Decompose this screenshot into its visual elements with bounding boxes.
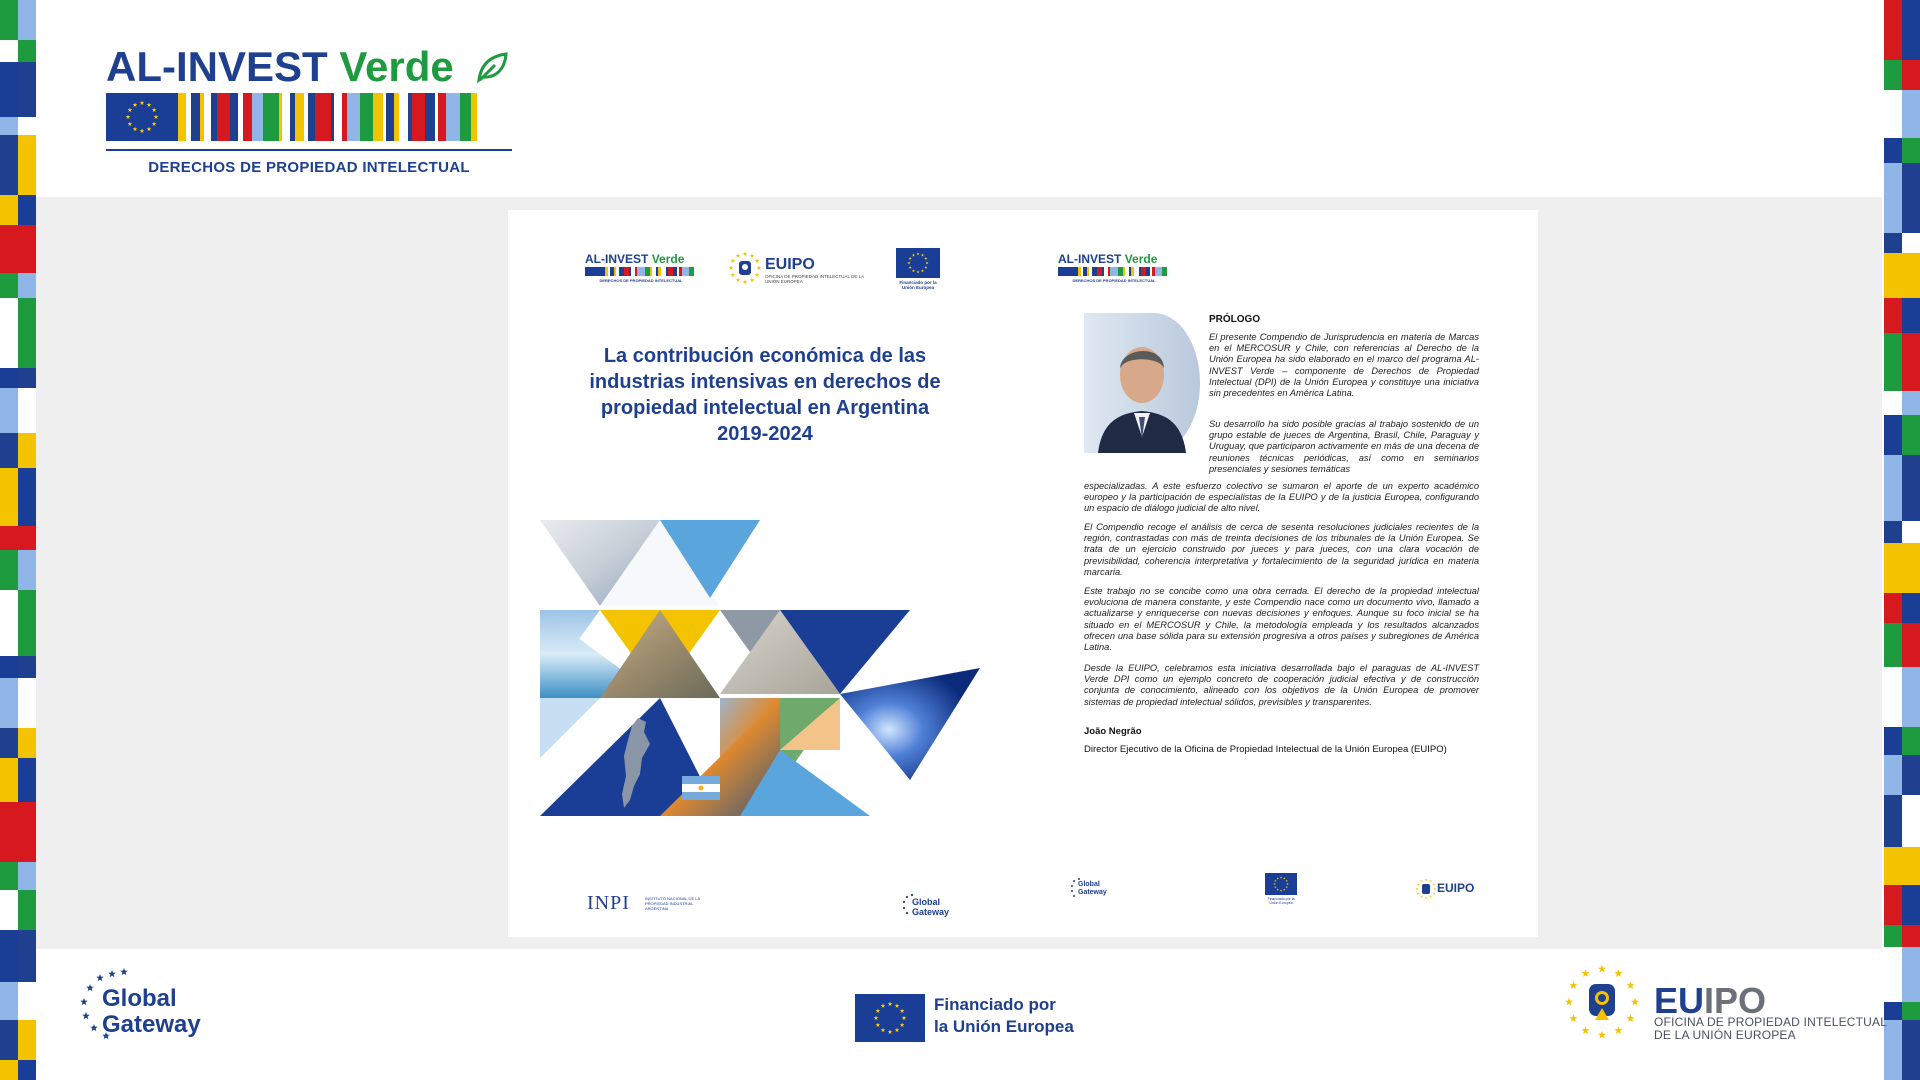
logo-brand-secondary: Verde [339, 43, 454, 90]
gg-line2: Gateway [912, 907, 950, 917]
prologue-paragraph: especializadas. A este esfuerzo colectivo se sumaron el aporte de un experto académico europeo y la participación de especialistas de la EUIPO y de la justicia Europea, configurando un espacio de diálogo judicial de alto nivel. [1084, 481, 1479, 514]
author-portrait [1084, 313, 1200, 453]
euipo-emblem-icon [1415, 878, 1437, 900]
footer-financed-line2: la Unión Europea [934, 1017, 1074, 1036]
euipo-subtitle [1654, 1016, 1887, 1042]
signatory-title: Director Ejecutivo de la Oficina de Propiedad Intelectual de la Unión Europea (EUIPO) [1084, 744, 1447, 755]
footer-gg-line2: Gateway [102, 1011, 201, 1038]
euipo-sub-line2: DE LA UNIÓN EUROPEA [1654, 1028, 1796, 1042]
cover-eu-funding-logo [896, 248, 940, 290]
cover-title-line: propiedad intelectual en Argentina [600, 397, 930, 419]
euipo-emblem-icon [727, 250, 763, 286]
prologue-euipo-text: EUIPO [1437, 881, 1475, 895]
footer-financed-line1: Financiado por [934, 995, 1056, 1014]
eu-flag-icon [1265, 873, 1297, 895]
cover-global-gateway-logo [902, 893, 950, 922]
prologue-heading: PRÓLOGO [1209, 314, 1261, 325]
prologue-logo-bar [1058, 267, 1170, 276]
prologue-financed-text: Financiado por la Unión Europea [1267, 897, 1295, 905]
cover-title-line: industrias intensivas en derechos de [589, 371, 941, 393]
logo-stripe-bar [106, 93, 512, 141]
prologue-eu-funding-logo [1265, 873, 1297, 905]
signatory-name: João Negrão [1084, 726, 1142, 737]
cover-financed-text: Financiado por la Unión Europea [899, 280, 937, 290]
cover-logo-sub: DERECHOS DE PROPIEDAD INTELECTUAL [599, 278, 683, 283]
eu-flag-icon [896, 248, 940, 278]
euipo-emblem-icon [1562, 962, 1642, 1042]
prologue-paragraph: Desde la EUIPO, celebramos esta iniciativa desarrollada bajo el paraguas de AL-INVEST Verde DPI como un ejemplo concreto de cooperación judicial efectiva y de construcción conjunta de conocimiento, alineado con los objetivos de la Unión Europea de promover sistemas de propiedad intelectual sólidos, previsibles y transparentes. [1084, 663, 1479, 707]
footer-gg-line1: Global [102, 985, 177, 1012]
cover-al-invest-logo [585, 252, 697, 283]
euipo-e: EU [1654, 980, 1705, 1021]
gg-line2: Gateway [1078, 889, 1107, 896]
prologue-paragraph: Su desarrollo ha sido posible gracias al trabajo sostenido de un grupo estable de jueces de Argentina, Brasil, Chile, Paraguay y Uruguay, que participaron activamente en más de una decena de reuniones técnicas periódicas, así como en seminarios presenciales y sesiones temáticas [1209, 419, 1479, 474]
inpi-text: INPI [587, 892, 630, 914]
prologue-paragraph: Este trabajo no se concibe como una obra cerrada. El derecho de la propiedad intelectual evoluciona de manera constante, y este Compendio nace como un documento vivo, llamado a actualizarse y enriquecerse con nuevas decisiones y enfoques. Aunque su foco inicial se ha situado en el MERCOSUR y Chile, la metodología empleada y los resultados alcanzados ofrecen una base sólida para su extensión progresiva a otros países y subregiones de América Latina. [1084, 586, 1479, 653]
mosaic-tile [540, 698, 600, 758]
eu-flag-icon [855, 994, 925, 1042]
cover-euipo-logo [727, 250, 864, 291]
inpi-sub: INSTITUTO NACIONAL DE LA PROPIEDAD INDUSTRIAL ARGENTINA [645, 896, 700, 911]
prologue-logo-primary: AL-INVEST [1058, 252, 1122, 266]
cover-title [560, 343, 970, 447]
euipo-i: IPO [1704, 980, 1767, 1021]
mosaic-tile [840, 668, 980, 780]
prologue-logo-secondary: Verde [1124, 252, 1158, 266]
left-decorative-stripe [0, 0, 36, 1080]
logo-brand-primary: AL-INVEST [106, 43, 328, 90]
cover-logo-primary: AL-INVEST [585, 252, 649, 266]
prologue-paragraph: El Compendio recoge el análisis de cerca de sesenta resoluciones judiciales recientes de la región, contrastadas con más de treinta decisiones de los tribunales de la Unión Europea. Se trata de un ejercicio construido por jueces y para jueces, con una clara vocación de previsibilidad, coherencia interpretativa y fortalecimiento de la seguridad jurídica en materia marcaria. [1084, 522, 1479, 577]
cover-euipo-sub: OFICINA DE PROPIEDAD INTELECTUAL DE LA UNIÓN EUROPEA [765, 274, 864, 284]
argentina-flag-icon [682, 776, 720, 800]
cover-logo-bar [585, 267, 697, 276]
cover-title-line: La contribución económica de las [603, 345, 927, 367]
inpi-logo [587, 892, 700, 915]
leaf-icon [475, 47, 509, 93]
logo-title [106, 44, 516, 93]
cover-triangle-mosaic [540, 518, 990, 818]
logo-subtitle: DERECHOS DE PROPIEDAD INTELECTUAL [148, 158, 470, 176]
eu-flag-icon [106, 93, 178, 141]
prologue-euipo-logo [1415, 878, 1475, 905]
right-decorative-stripe [1884, 0, 1920, 1080]
cover-title-line: 2019-2024 [717, 423, 813, 445]
prologue-paragraph: El presente Compendio de Jurisprudencia en materia de Marcas en el MERCOSUR y Chile, con referencias al Derecho de la Unión Europea ha sido elaborado en el marco del programa AL-INVEST Verde – componente de Derechos de Propiedad Intelectual (DPI) de la Unión Europea y constituye una iniciativa sin precedentes en América Latina. [1209, 332, 1479, 399]
gg-line1: Global [1078, 881, 1100, 888]
gg-line1: Global [912, 897, 941, 907]
cover-euipo-text: EUIPO [765, 256, 815, 273]
logo-divider [106, 149, 512, 151]
euipo-sub-line1: OFICINA DE PROPIEDAD INTELECTUAL [1654, 1015, 1888, 1029]
prologue-global-gateway-logo [1070, 877, 1107, 904]
cover-logo-secondary: Verde [651, 252, 685, 266]
al-invest-verde-logo [106, 44, 516, 176]
prologue-logo-sub: DERECHOS DE PROPIEDAD INTELECTUAL [1072, 278, 1156, 283]
prologue-al-invest-logo [1058, 252, 1170, 283]
